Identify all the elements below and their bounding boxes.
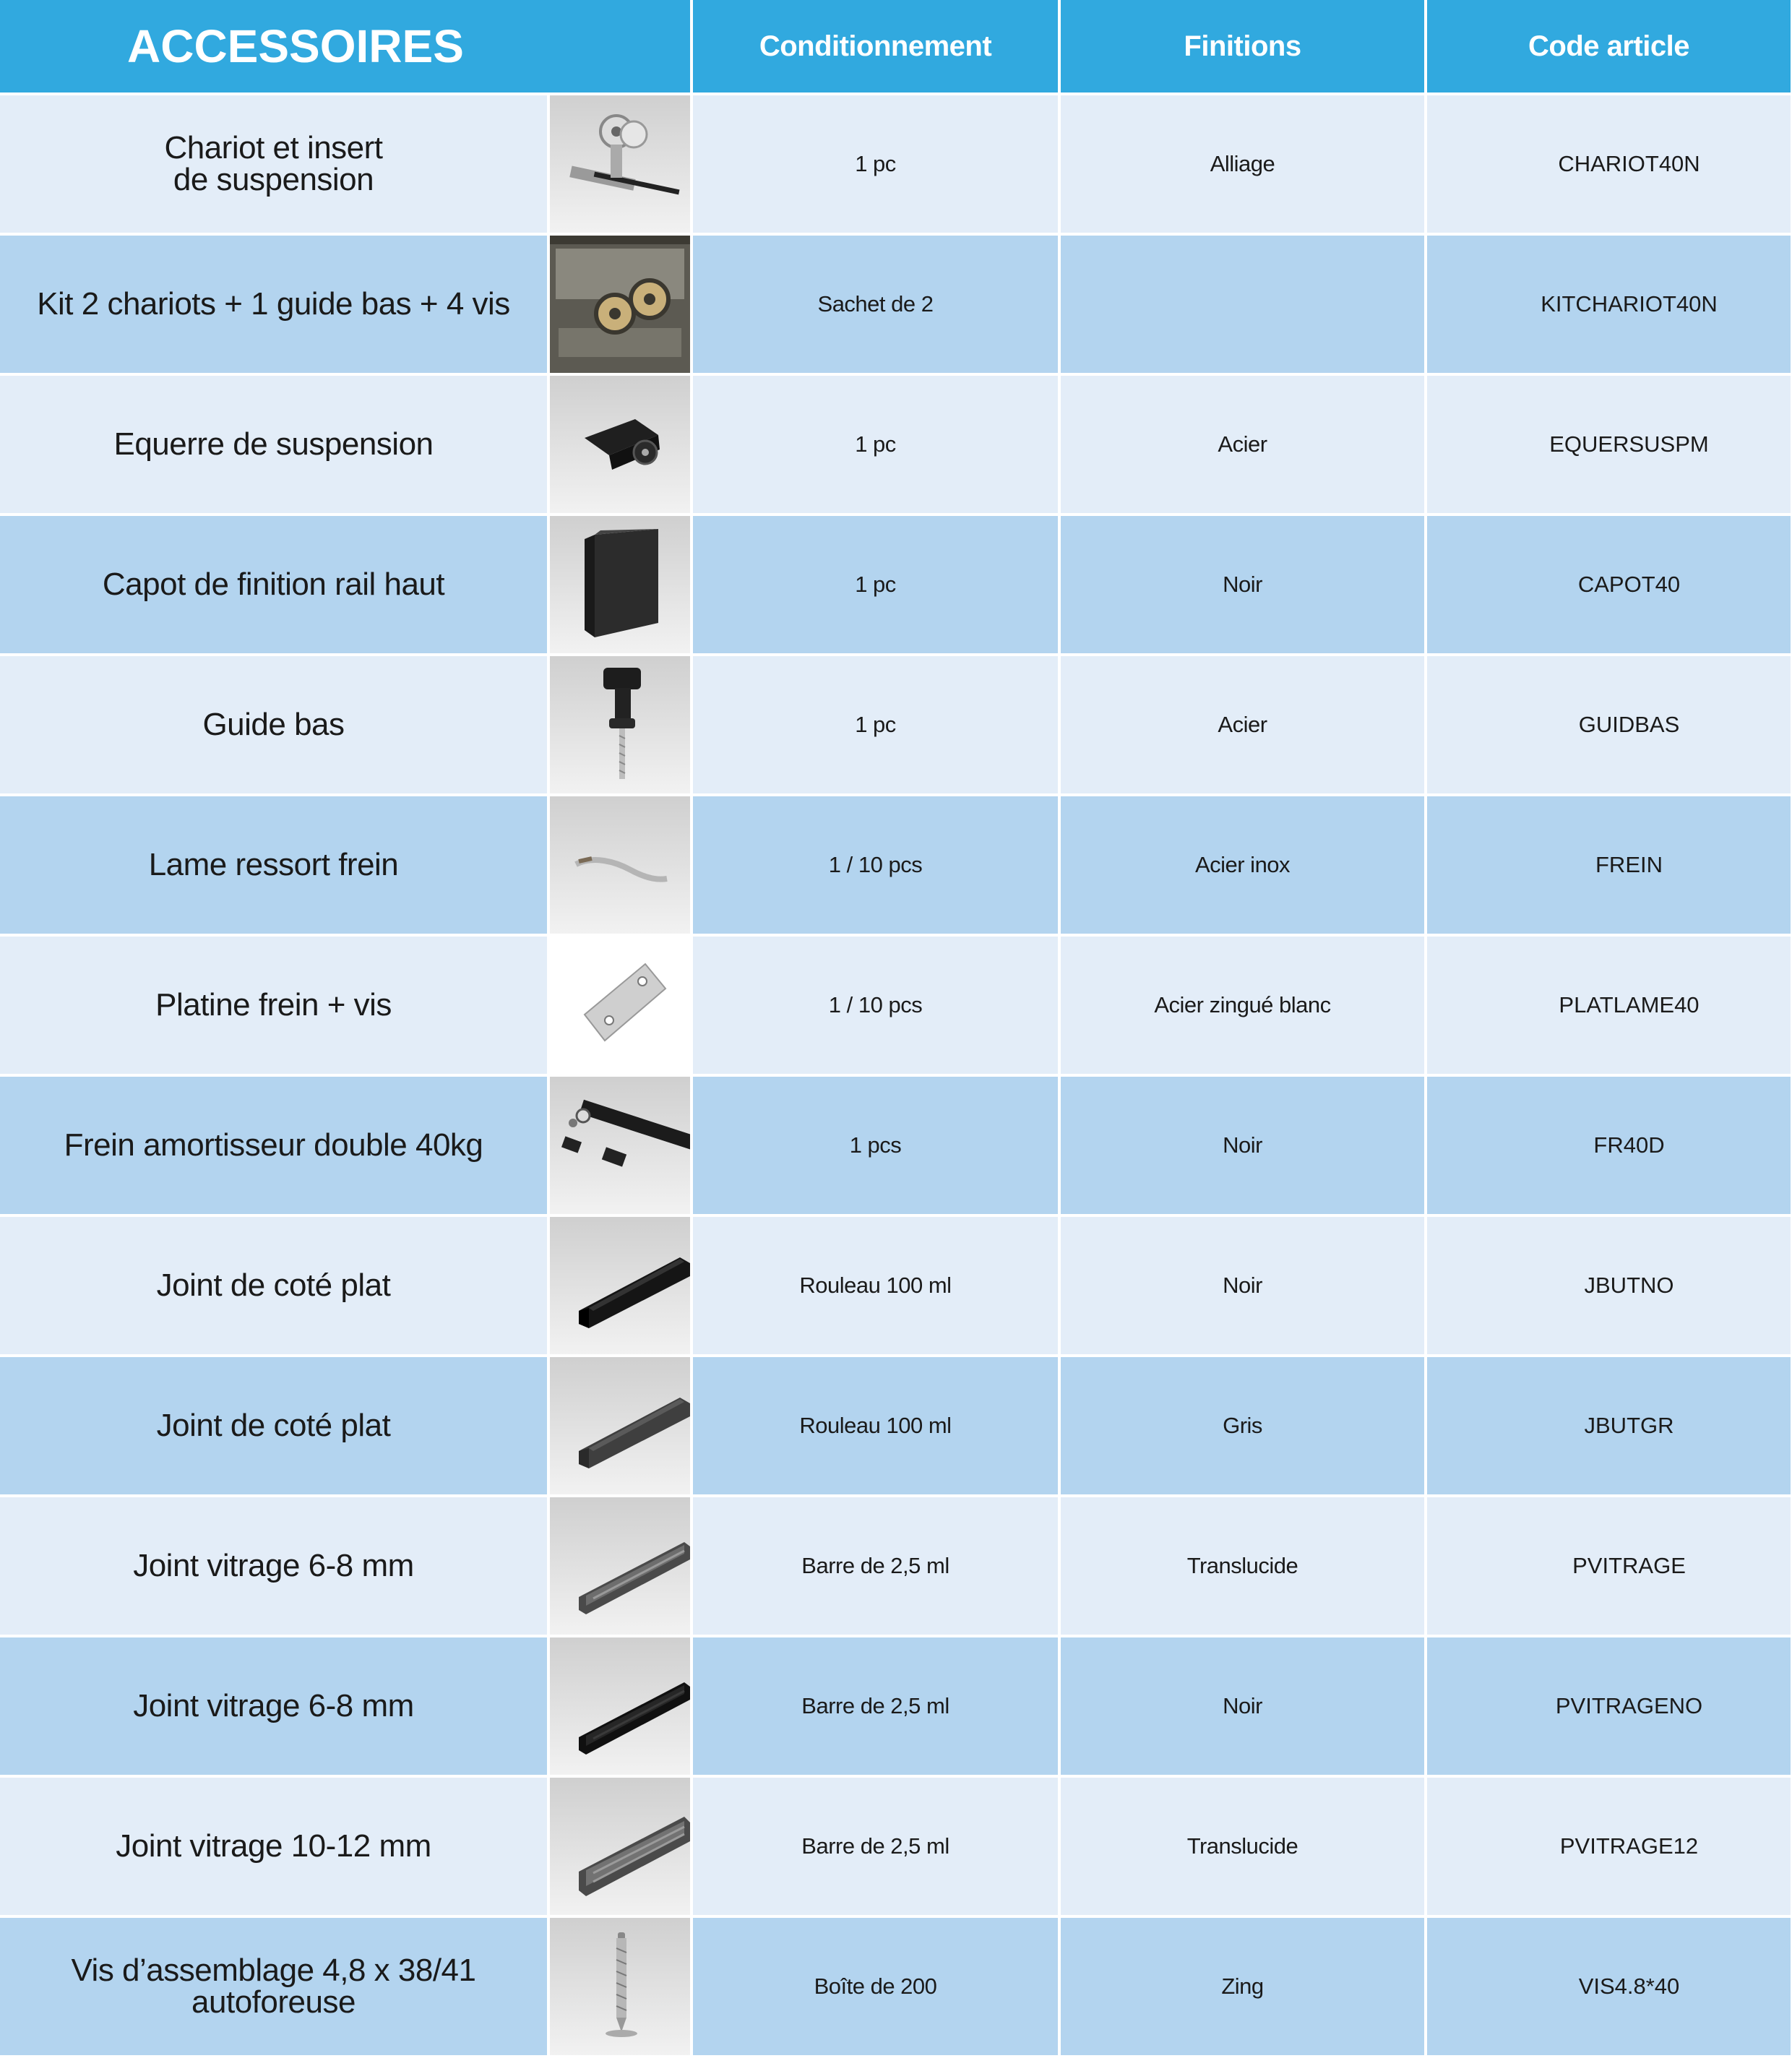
product-thumbnail [550, 516, 690, 656]
article-code: PVITRAGENO [1427, 1637, 1791, 1778]
table-title: ACCESSOIRES [0, 0, 690, 95]
product-thumbnail [550, 236, 690, 376]
conditionnement-value: 1 pc [693, 656, 1058, 796]
article-code: JBUTGR [1427, 1357, 1791, 1497]
bracket-icon [550, 376, 690, 515]
finitions-value: Acier inox [1061, 796, 1424, 937]
column-header-code: Code article [1427, 0, 1791, 95]
product-thumbnail [550, 1497, 690, 1637]
spring-blade-icon [550, 796, 690, 935]
product-name: Joint vitrage 6-8 mm [0, 1497, 547, 1637]
finitions-value: Noir [1061, 516, 1424, 656]
product-name: Joint de coté plat [0, 1357, 547, 1497]
product-thumbnail [550, 95, 690, 236]
product-thumbnail [550, 1077, 690, 1217]
conditionnement-value: Barre de 2,5 ml [693, 1637, 1058, 1778]
article-code: GUIDBAS [1427, 656, 1791, 796]
conditionnement-value: 1 pc [693, 516, 1058, 656]
glazing-seal-black-icon [550, 1637, 690, 1776]
finitions-value: Gris [1061, 1357, 1424, 1497]
product-name: Kit 2 chariots + 1 guide bas + 4 vis [0, 236, 547, 376]
product-name: Lame ressort frein [0, 796, 547, 937]
conditionnement-value: Sachet de 2 [693, 236, 1058, 376]
article-code: KITCHARIOT40N [1427, 236, 1791, 376]
product-name: Equerre de suspension [0, 376, 547, 516]
finitions-value [1061, 236, 1424, 376]
profile-black-icon [550, 1217, 690, 1356]
profile-grey-icon [550, 1357, 690, 1496]
article-code: EQUERSUSPM [1427, 376, 1791, 516]
conditionnement-value: 1 pcs [693, 1077, 1058, 1217]
finitions-value: Zing [1061, 1918, 1424, 2058]
finitions-value: Noir [1061, 1077, 1424, 1217]
product-thumbnail [550, 796, 690, 937]
finitions-value: Alliage [1061, 95, 1424, 236]
finitions-value: Translucide [1061, 1497, 1424, 1637]
conditionnement-value: Rouleau 100 ml [693, 1357, 1058, 1497]
glazing-seal-wide-icon [550, 1778, 690, 1916]
article-code: VIS4.8*40 [1427, 1918, 1791, 2058]
article-code: FR40D [1427, 1077, 1791, 1217]
product-name: Joint vitrage 10-12 mm [0, 1778, 547, 1918]
product-name: Guide bas [0, 656, 547, 796]
finitions-value: Noir [1061, 1217, 1424, 1357]
article-code: JBUTNO [1427, 1217, 1791, 1357]
conditionnement-value: 1 / 10 pcs [693, 796, 1058, 937]
glazing-seal-clear-icon [550, 1497, 690, 1636]
article-code: PLATLAME40 [1427, 937, 1791, 1077]
article-code: PVITRAGE12 [1427, 1778, 1791, 1918]
column-header-conditionnement: Conditionnement [693, 0, 1058, 95]
conditionnement-value: Rouleau 100 ml [693, 1217, 1058, 1357]
conditionnement-value: 1 pc [693, 95, 1058, 236]
carriage-icon [550, 95, 690, 234]
screw-icon [550, 1918, 690, 2057]
product-name: Chariot et insert de suspension [0, 95, 547, 236]
product-thumbnail [550, 1637, 690, 1778]
finitions-value: Translucide [1061, 1778, 1424, 1918]
column-header-finitions: Finitions [1061, 0, 1424, 95]
conditionnement-value: Barre de 2,5 ml [693, 1778, 1058, 1918]
end-cap-icon [550, 516, 690, 655]
floor-guide-icon [550, 656, 690, 795]
product-thumbnail [550, 1778, 690, 1918]
product-thumbnail [550, 1217, 690, 1357]
product-name: Joint vitrage 6-8 mm [0, 1637, 547, 1778]
product-thumbnail [550, 656, 690, 796]
finitions-value: Acier [1061, 656, 1424, 796]
conditionnement-value: 1 / 10 pcs [693, 937, 1058, 1077]
conditionnement-value: Barre de 2,5 ml [693, 1497, 1058, 1637]
product-name: Platine frein + vis [0, 937, 547, 1077]
product-name: Vis d’assemblage 4,8 x 38/41 autoforeuse [0, 1918, 547, 2058]
conditionnement-value: Boîte de 200 [693, 1918, 1058, 2058]
product-thumbnail [550, 1918, 690, 2058]
product-thumbnail [550, 937, 690, 1077]
product-name: Joint de coté plat [0, 1217, 547, 1357]
product-thumbnail [550, 376, 690, 516]
brake-plate-icon [550, 937, 690, 1075]
conditionnement-value: 1 pc [693, 376, 1058, 516]
article-code: CHARIOT40N [1427, 95, 1791, 236]
finitions-value: Noir [1061, 1637, 1424, 1778]
finitions-value: Acier zingué blanc [1061, 937, 1424, 1077]
article-code: PVITRAGE [1427, 1497, 1791, 1637]
finitions-value: Acier [1061, 376, 1424, 516]
product-name: Capot de finition rail haut [0, 516, 547, 656]
product-thumbnail [550, 1357, 690, 1497]
carriage-kit-icon [550, 236, 690, 374]
product-name: Frein amortisseur double 40kg [0, 1077, 547, 1217]
article-code: FREIN [1427, 796, 1791, 937]
article-code: CAPOT40 [1427, 516, 1791, 656]
damper-icon [550, 1077, 690, 1215]
